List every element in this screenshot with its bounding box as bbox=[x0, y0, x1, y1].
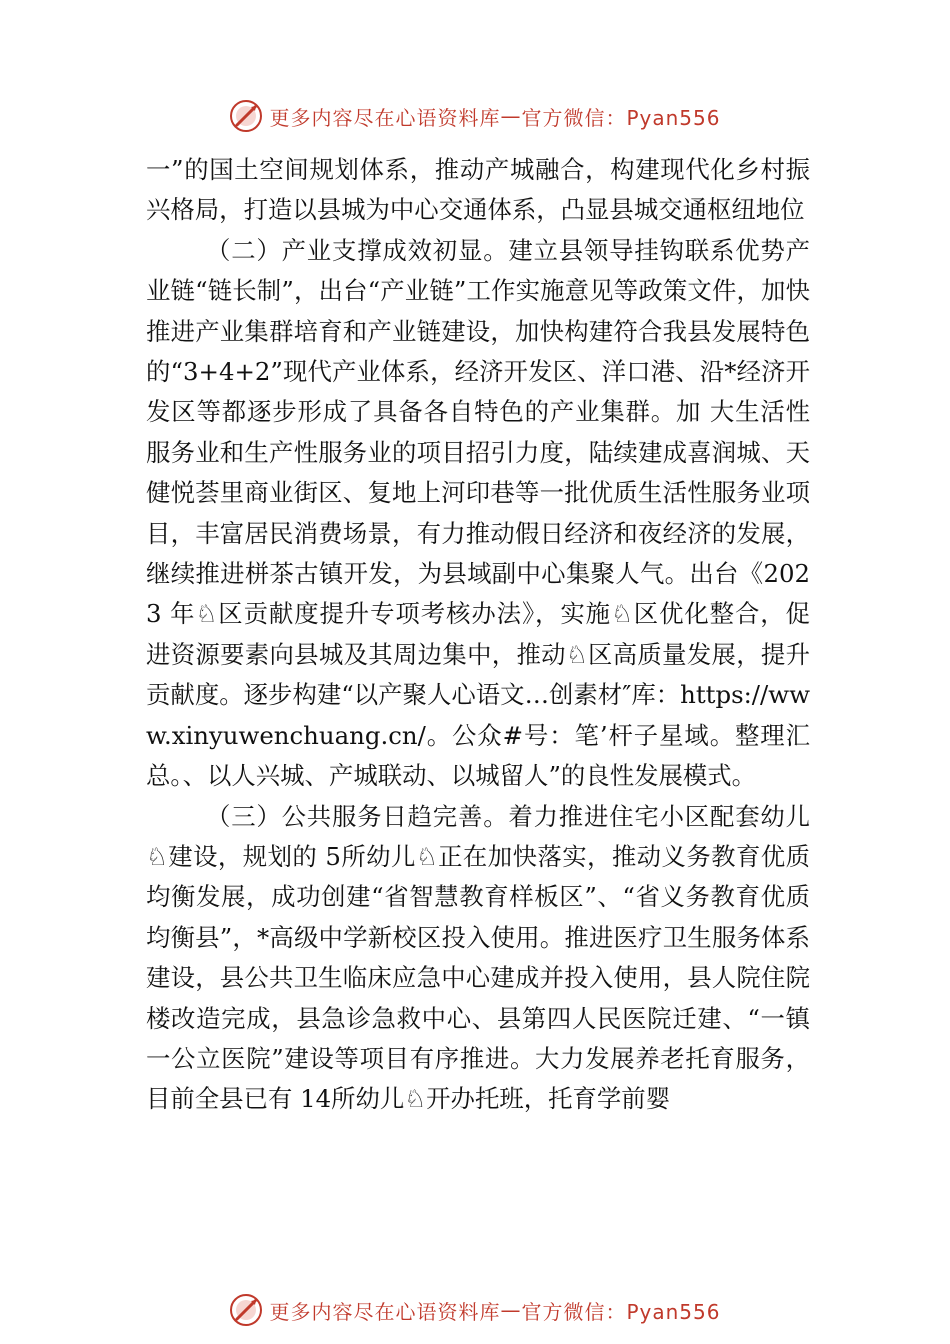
paragraph-public-service: （三）公共服务日趋完善。着力推进住宅小区配套幼儿♘建设，规划的 5所幼儿♘正在加快落实，推动义务教育优质均衡发展，成功创建“省智慧教育样板区”、“省义务教育优质均衡县”，*高级中学新校区投入使用。推进医疗卫生服务体系建设，县公共卫生临床应急中心建成并投入使用，县人院住院楼改造完成，县急诊急救中心、县第四人民医院迁建、“一镇一公立医院”建设等项目有序推进。大力发展养老托育服务，目前全县已有 14所幼儿♘开办托班，托育学前婴 bbox=[146, 801, 810, 1114]
banner-library-text: 更多内容尽在心语资料库 bbox=[269, 105, 501, 130]
document-body bbox=[146, 150, 810, 1120]
brand-logo-icon bbox=[229, 99, 263, 133]
banner-wechat-text: 官方微信：Pyan556 bbox=[521, 105, 721, 130]
banner-separator: — bbox=[500, 1298, 522, 1322]
banner-wechat-text: 官方微信：Pyan556 bbox=[521, 1299, 721, 1324]
paragraph-continuation: 一”的国土空间规划体系，推动产城融合，构建现代化乡村振兴格局，打造以县城为中心交通体系，凸显县城交通枢纽地位 bbox=[146, 155, 810, 225]
banner-separator: — bbox=[500, 104, 522, 128]
banner-library-text: 更多内容尽在心语资料库 bbox=[269, 1299, 501, 1324]
brand-logo-icon bbox=[229, 1293, 263, 1327]
paragraph-industry: （二）产业支撑成效初显。建立县领导挂钩联系优势产业链“链长制”，出台“产业链”工作实施意见等政策文件，加快推进产业集群培育和产业链建设，加快构建符合我县发展特色的“3+4+2”现代产业体系，经济开发区、洋口港、沿*经济开发区等都逐步形成了具备各自特色的产业集群。加 大生活性服务业和生产性服务业的项目招引力度，陆续建成喜润城、天健悦荟里商业街区、复地上河印巷等一批优质生活性服务业项目，丰富居民消费场景，有力推动假日经济和夜经济的发展，继续推进栟茶古镇开发，为县域副中心集聚人气。出台《2023 年♘区贡献度提升专项考核办法》，实施♘区优化整合，促进资源要素向县城及其周边集中，推动♘区高质量发展，提升贡献度。逐步构建“以产聚人心语文…创素材″库：https://www.xinyuwenchuang.cn/。公众#号：笔’杆子星域。整理汇总。、以人兴城、产城联动、以城留人”的良性发展模式。 bbox=[146, 235, 810, 791]
header-banner bbox=[0, 96, 950, 136]
footer-banner bbox=[0, 1290, 950, 1330]
